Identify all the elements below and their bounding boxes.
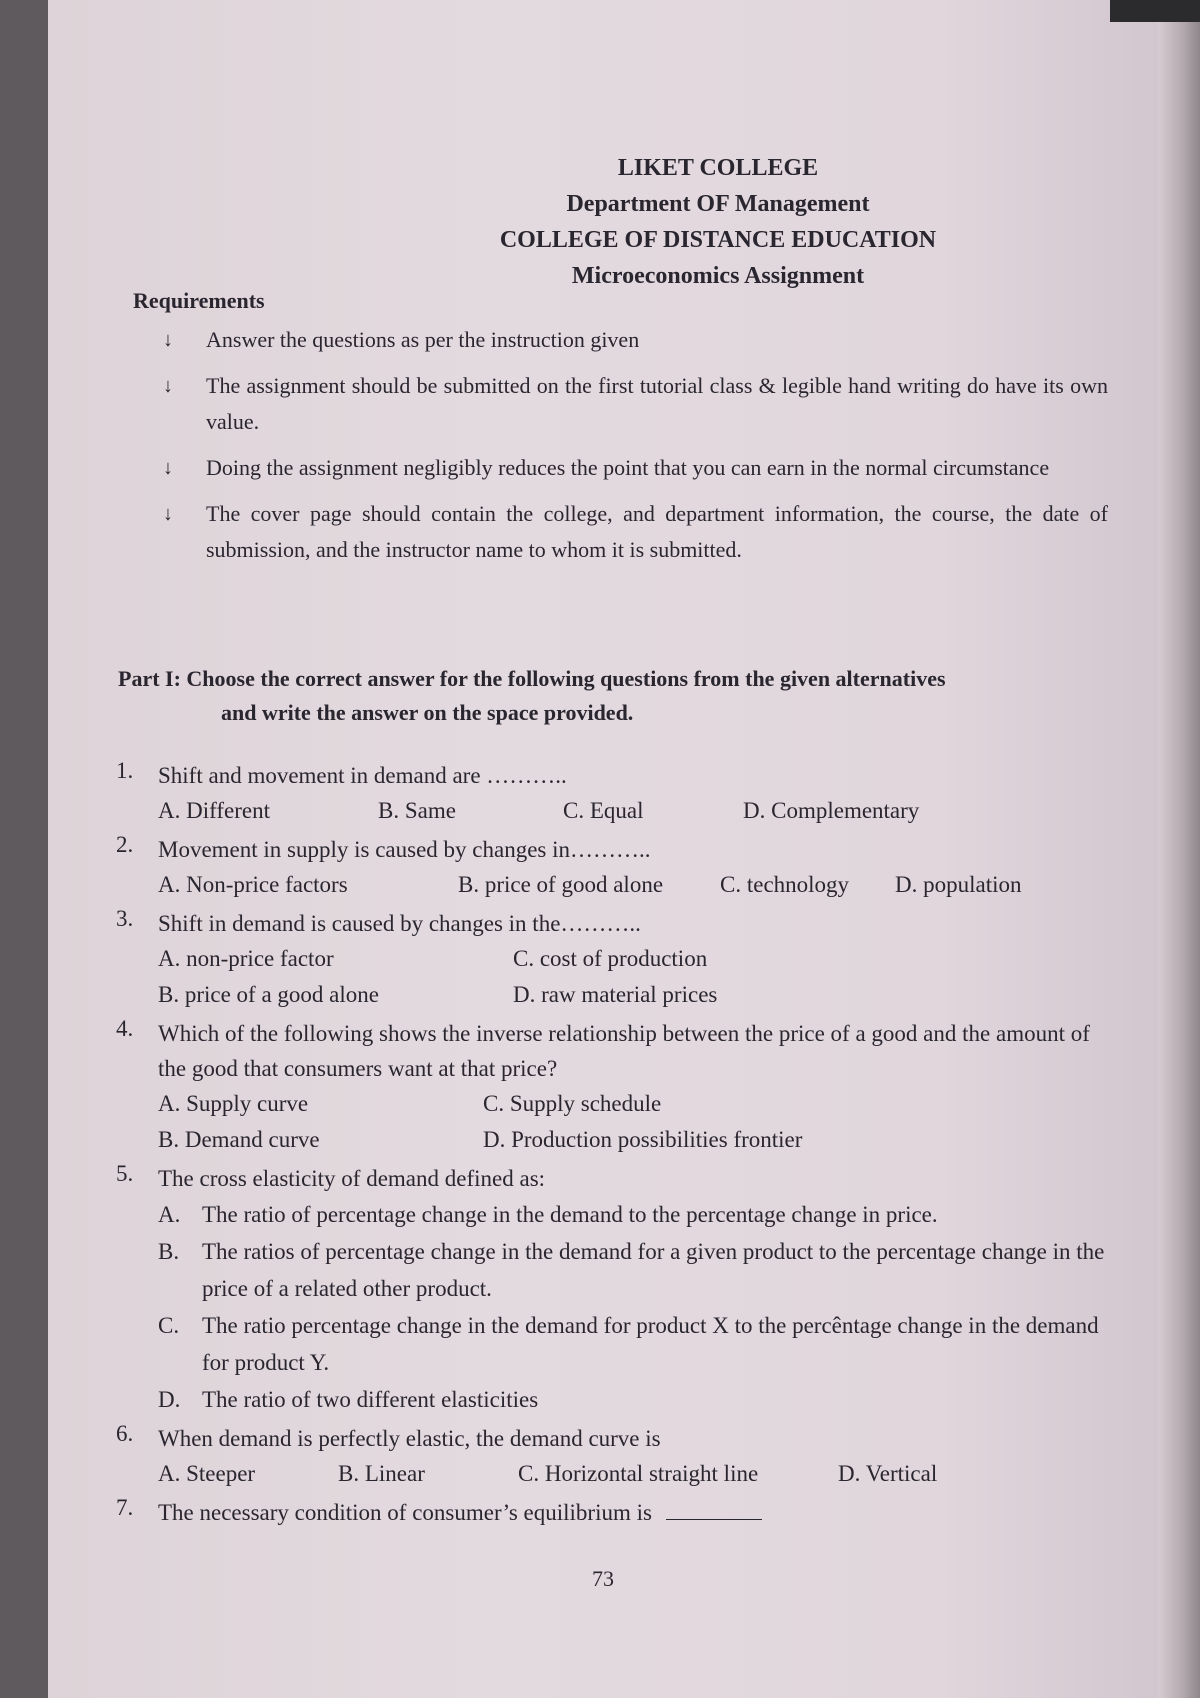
question-text: Shift and movement in demand are ………..	[158, 763, 567, 788]
option-list	[158, 1196, 1116, 1418]
option-letter: C.	[158, 1313, 180, 1338]
part1-instructions	[118, 662, 1113, 730]
arrow-bullet-icon: ↓	[163, 457, 173, 479]
page-edge-shadow	[1158, 0, 1200, 1698]
option	[158, 1381, 1116, 1418]
question-text: The cross elasticity of demand defined as:	[158, 1166, 546, 1191]
requirement-text: Doing the assignment negligibly reduces the point that you can earn in the normal circumstance	[206, 455, 1050, 480]
option-grid	[158, 1086, 1116, 1158]
option-text: The ratio percentage change in the demand for product X to the percêntage change in the demand for product Y.	[202, 1313, 1099, 1375]
department-name: Department OF Management	[566, 191, 870, 217]
college-name: LIKET COLLEGE	[617, 155, 819, 181]
option: B. Same	[378, 798, 456, 823]
question-1	[116, 758, 1116, 829]
option-grid	[158, 941, 1116, 1013]
option-row	[158, 793, 1116, 829]
assignment-title: Microeconomics Assignment	[571, 263, 865, 289]
requirement-item	[158, 368, 1108, 440]
arrow-bullet-icon: ↓	[163, 503, 173, 525]
document-header	[458, 150, 978, 294]
requirement-item	[158, 450, 1108, 486]
question-number: 6.	[116, 1421, 134, 1446]
option-text: The ratio of percentage change in the demand to the percentage change in price.	[202, 1202, 938, 1227]
question-text-row	[158, 1495, 1116, 1530]
question-text: Which of the following shows the inverse relationship between the price of a good and the amount of the good that consumers want at that price?	[158, 1021, 1090, 1081]
question-number: 3.	[116, 906, 134, 931]
option: C. cost of production	[513, 946, 708, 971]
option: B. Demand curve	[158, 1127, 320, 1152]
option: B. price of a good alone	[158, 982, 379, 1007]
page-number: 73	[592, 1566, 614, 1591]
requirement-text: Answer the questions as per the instruction given	[206, 327, 640, 352]
option: D. Production possibilities frontier	[483, 1127, 803, 1152]
requirements-list	[158, 322, 1108, 578]
option: D. raw material prices	[513, 982, 718, 1007]
dark-corner	[1110, 0, 1200, 22]
question-number: 5.	[116, 1161, 134, 1186]
question-text: Shift in demand is caused by changes in the………..	[158, 911, 641, 936]
option: A. Supply curve	[158, 1091, 309, 1116]
part1-line1: Part I: Choose the correct answer for the following questions from the given alternatives	[118, 666, 946, 691]
option: D. Complementary	[743, 798, 920, 823]
option: A. Non-price factors	[158, 872, 348, 897]
question-text: Movement in supply is caused by changes in………..	[158, 837, 651, 862]
requirements-title: Requirements	[133, 288, 265, 313]
option-text: The ratio of two different elasticities	[202, 1387, 539, 1412]
option: A. non-price factor	[158, 946, 334, 971]
option	[158, 1233, 1116, 1307]
option: B. Linear	[338, 1461, 425, 1486]
option-row	[158, 867, 1116, 903]
option-row	[158, 1456, 1116, 1492]
requirement-item	[158, 322, 1108, 358]
option: D. population	[895, 872, 1022, 897]
option-letter: D.	[158, 1387, 181, 1412]
question-7	[116, 1495, 1116, 1530]
option: D. Vertical	[838, 1461, 938, 1486]
question-number: 2.	[116, 832, 134, 857]
option: C. technology	[720, 872, 850, 897]
option: B. price of good alone	[458, 872, 664, 897]
question-list	[116, 758, 1116, 1533]
option-text: The ratios of percentage change in the demand for a given product to the percentage change in the price of a related other product.	[202, 1239, 1105, 1301]
question-number: 7.	[116, 1495, 134, 1520]
option: A. Different	[158, 798, 270, 823]
question-number: 1.	[116, 758, 134, 783]
document-page	[48, 0, 1158, 1698]
option: C. Equal	[563, 798, 644, 823]
option: C. Supply schedule	[483, 1091, 662, 1116]
question-text: When demand is perfectly elastic, the demand curve is	[158, 1426, 661, 1451]
school-name: COLLEGE OF DISTANCE EDUCATION	[499, 227, 937, 253]
question-6	[116, 1421, 1116, 1492]
option	[158, 1196, 1116, 1233]
requirement-text: The cover page should contain the college, and department information, the course, the date of submission, and the instructor name to whom it is submitted.	[206, 501, 1108, 562]
arrow-bullet-icon: ↓	[163, 375, 173, 397]
arrow-bullet-icon: ↓	[163, 329, 173, 351]
question-3	[116, 906, 1116, 1013]
question-number: 4.	[116, 1016, 134, 1041]
option-letter: A.	[158, 1202, 181, 1227]
part1-line2: and write the answer on the space provided.	[221, 700, 634, 725]
question-2	[116, 832, 1116, 903]
answer-blank	[666, 1519, 762, 1520]
option	[158, 1307, 1116, 1381]
question-5	[116, 1161, 1116, 1418]
requirement-text: The assignment should be submitted on the first tutorial class & legible hand writing do have its own value.	[206, 373, 1108, 434]
requirement-item	[158, 496, 1108, 568]
question-4	[116, 1016, 1116, 1158]
option-letter: B.	[158, 1239, 180, 1264]
option: A. Steeper	[158, 1461, 256, 1486]
question-text: The necessary condition of consumer’s equilibrium is	[158, 1500, 652, 1525]
option: C. Horizontal straight line	[518, 1461, 759, 1486]
